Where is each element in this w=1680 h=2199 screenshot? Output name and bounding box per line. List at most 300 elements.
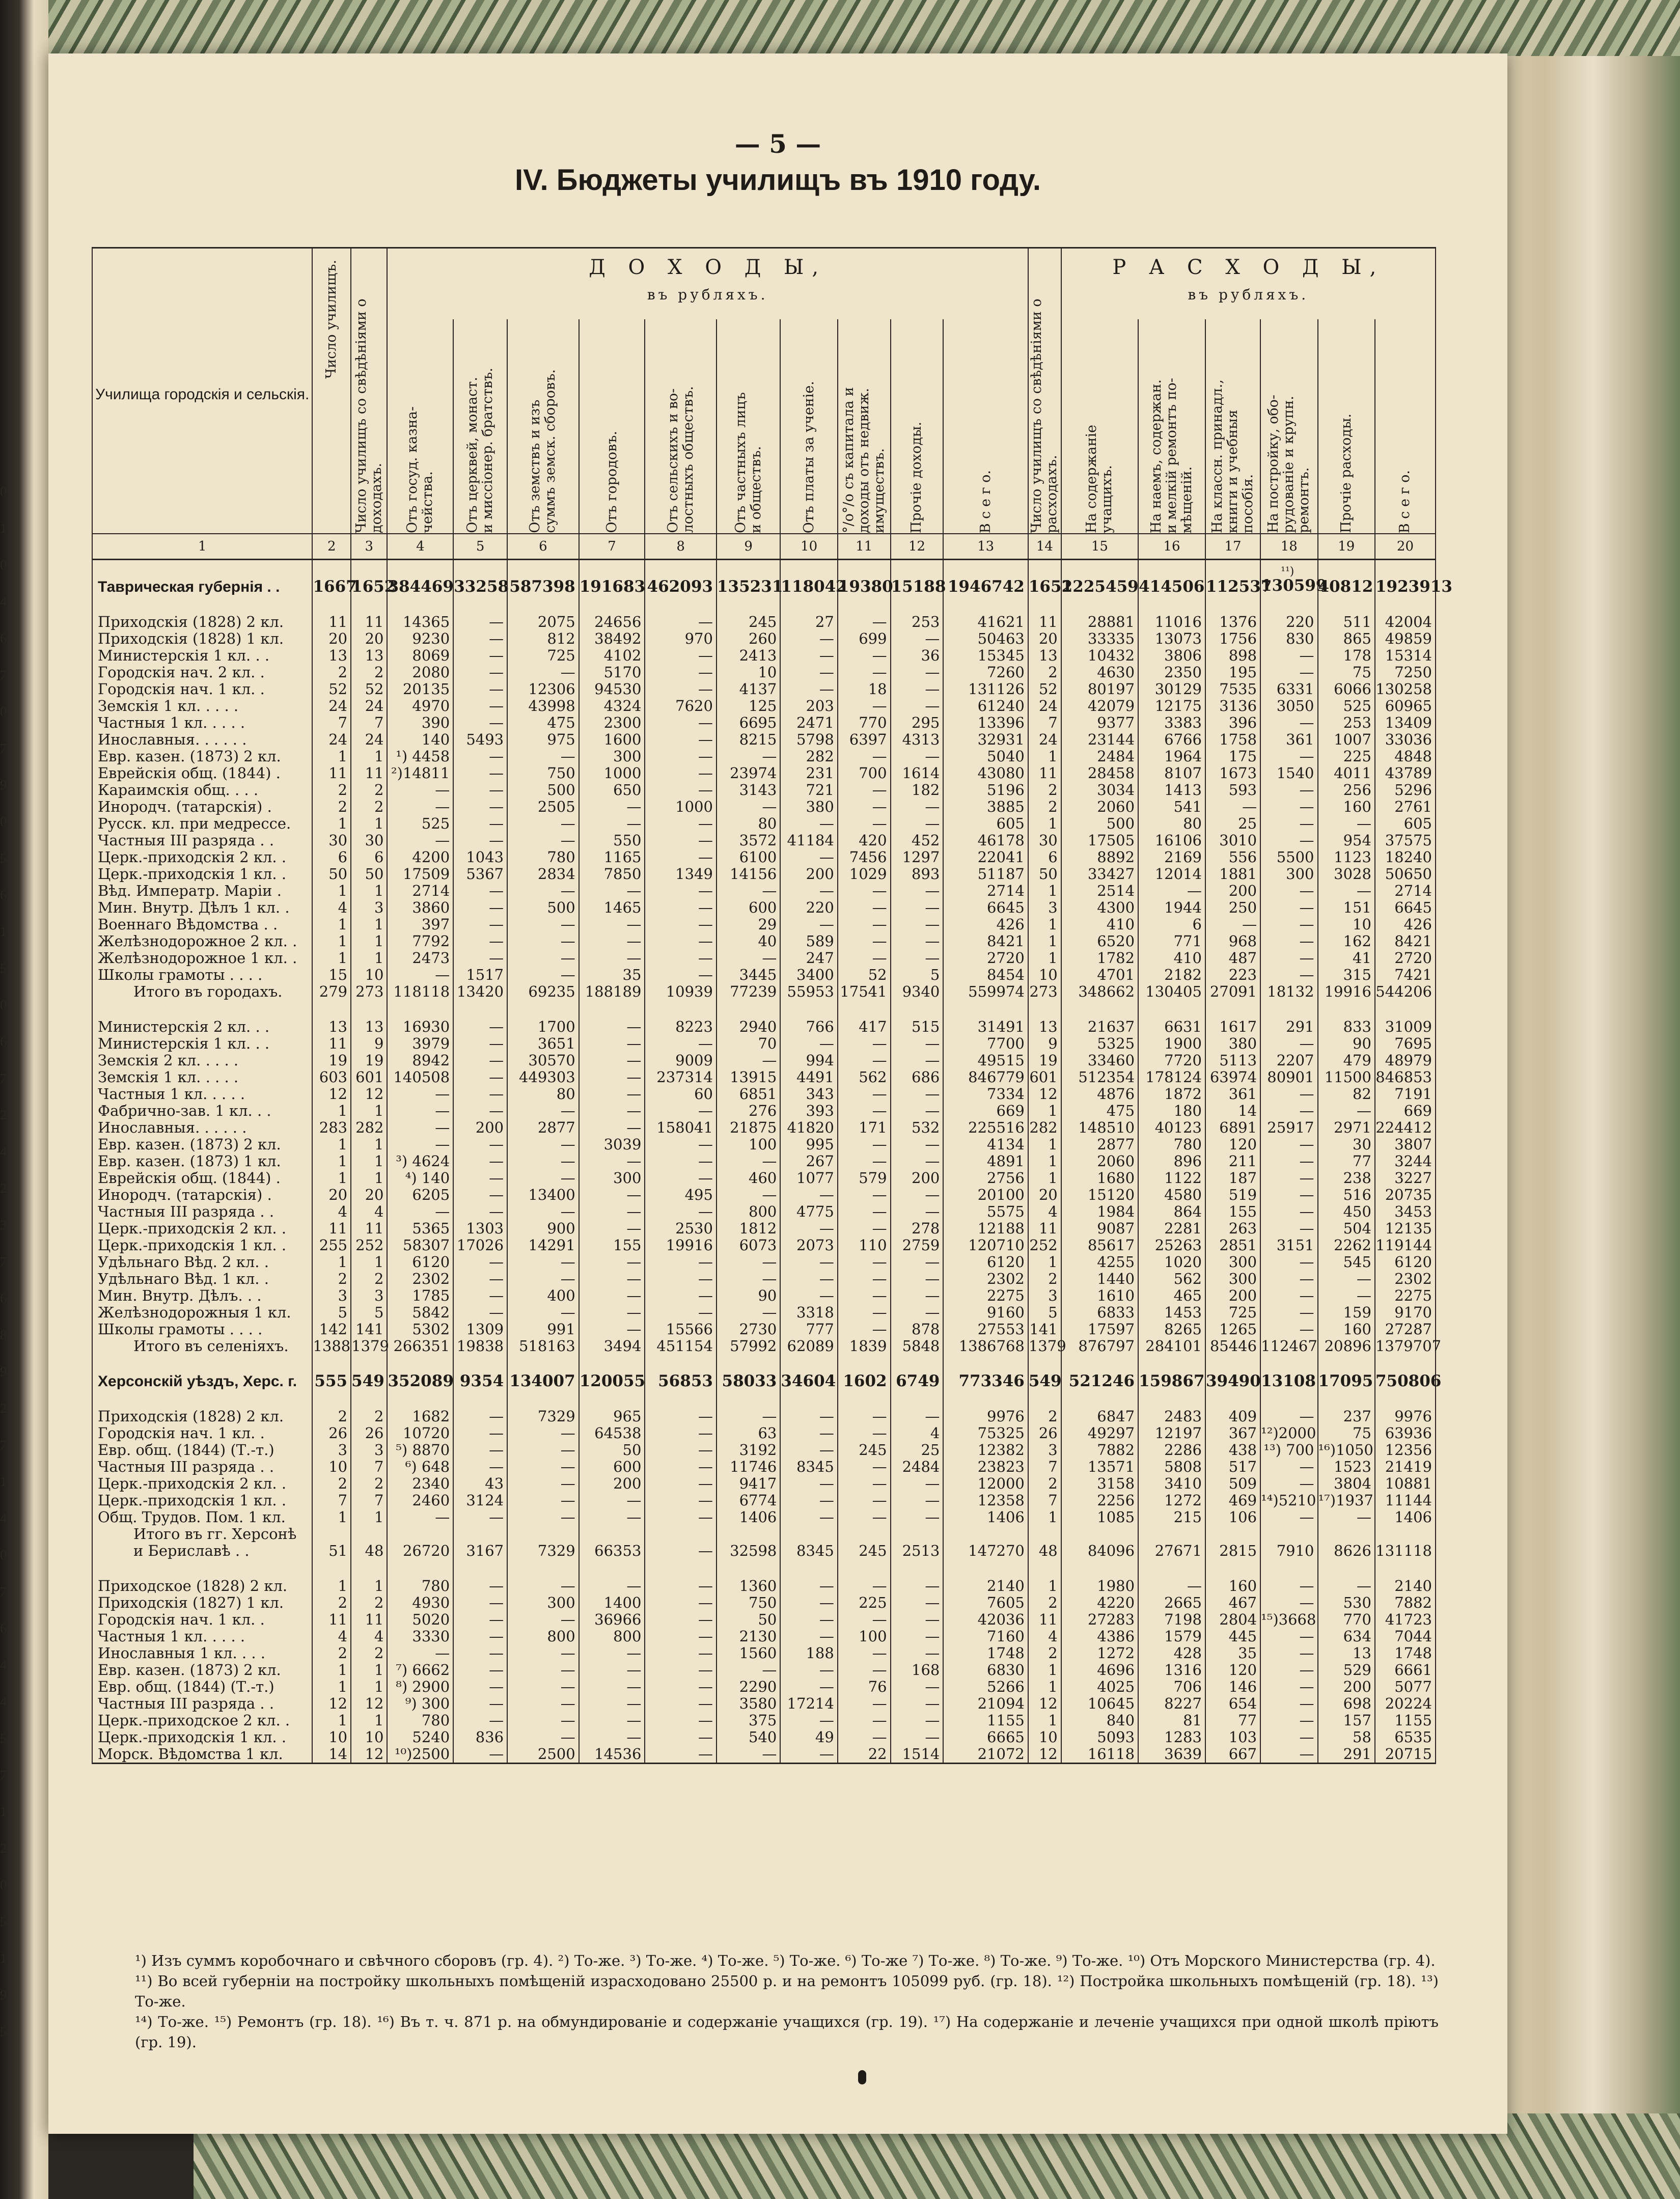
spacer-row: [92, 560, 1436, 579]
row-label: Частныя III разряда . .: [92, 1203, 312, 1220]
cell-value: 1020: [1138, 1254, 1205, 1271]
cell-value: —: [1260, 916, 1317, 933]
cell-value: 2275: [943, 1287, 1028, 1304]
cell-value: —: [579, 1019, 645, 1035]
cell-value: 155: [579, 1237, 645, 1254]
cell-value: 20: [351, 1187, 387, 1203]
cell-value: 1: [351, 883, 387, 899]
cell-value: 1077: [780, 1170, 837, 1187]
column-number: 13: [943, 534, 1028, 560]
cell-value: 4255: [1061, 1254, 1138, 1271]
cell-value: 28458: [1061, 765, 1138, 782]
cell-value: 2: [312, 1271, 351, 1287]
margin-number: 7: [0, 1584, 7, 1599]
row-label: Церк.-приходскія 1 кл. .: [92, 1729, 312, 1746]
previous-page-edge: [0, 0, 48, 2199]
cell-value: 6766: [1138, 731, 1205, 748]
cell-value: —: [645, 899, 717, 916]
spacer-cell: [387, 1355, 453, 1373]
cell-value: 516: [1318, 1187, 1375, 1203]
cell-value: 13915: [717, 1069, 780, 1086]
cell-value: 200: [780, 866, 837, 883]
cell-value: —: [838, 1035, 891, 1052]
cell-value: 475: [507, 714, 579, 731]
cell-value: 1: [1028, 1662, 1061, 1679]
cell-value: 300: [1205, 1271, 1260, 1287]
cell-value: 24656: [579, 614, 645, 630]
cell-value: —: [717, 1254, 780, 1271]
cell-value: 5: [1028, 1304, 1061, 1321]
cell-value: —: [1260, 1695, 1317, 1712]
cell-value: 3806: [1138, 647, 1205, 664]
cell-value: 220: [1260, 614, 1317, 630]
cell-value: 5040: [943, 748, 1028, 765]
spacer-cell: [387, 560, 453, 579]
cell-value: —: [891, 933, 944, 950]
cell-value: 6520: [1061, 933, 1138, 950]
cell-value: —: [1260, 1475, 1317, 1492]
cell-value: 380: [780, 799, 837, 815]
cell-value: —: [579, 1578, 645, 1595]
cell-value: —: [1260, 1628, 1317, 1645]
cell-value: 151: [1318, 899, 1375, 916]
margin-number: 0: [0, 558, 7, 572]
cell-value: 544206: [1375, 983, 1436, 1000]
cell-value: 3034: [1061, 782, 1138, 799]
cell-value: 384469: [388, 578, 454, 596]
cell-value: 4220: [1061, 1595, 1138, 1611]
spacer-cell: [1318, 560, 1375, 579]
column-number: 1: [92, 534, 312, 560]
cell-value: 12306: [507, 681, 579, 698]
spacer-cell: [1138, 560, 1205, 579]
cell-value: 42036: [943, 1611, 1028, 1628]
cell-value: 2: [312, 782, 351, 799]
cell-value: 4: [312, 1203, 351, 1220]
cell-value: 11: [351, 614, 387, 630]
cell-value: 605: [943, 815, 1028, 832]
cell-value: —: [645, 765, 717, 782]
cell-value: 5808: [1138, 1459, 1205, 1475]
spacer-cell: [943, 1559, 1028, 1578]
cell-value: 43: [453, 1475, 507, 1492]
margin-number: 7: [0, 1768, 7, 1782]
cell-value: —: [579, 1662, 645, 1679]
cell-value: 10: [351, 1729, 387, 1746]
cell-value: —: [645, 1509, 717, 1526]
cell-value: 42079: [1061, 698, 1138, 714]
footnote-line: ¹) Изъ суммъ коробочнаго и свѣчного сборовъ (гр. 4). ²) То-же. ³) То-же. ⁴) То-же. ⁵) То-же. ⁶) То-же ⁷) То-же. ⁸) То-же. ⁹) То-же. ¹⁰) Отъ Морского Министерства (гр. 4).: [135, 1952, 1436, 1969]
cell-value: 1379707: [1375, 1337, 1442, 1355]
cell-value: —: [1260, 1321, 1317, 1338]
table-row: [92, 1304, 1436, 1321]
cell-value: 12188: [943, 1220, 1028, 1237]
cell-value: 3: [1028, 1442, 1061, 1459]
spacer-row: [92, 1390, 1436, 1408]
cell-value: 555: [312, 1373, 351, 1390]
cell-value: —: [891, 681, 944, 698]
cell-value: 559974: [943, 983, 1028, 1000]
cell-value: 2: [1028, 1645, 1061, 1662]
cell-value: 5493: [453, 731, 507, 748]
cell-value: 6749: [891, 1373, 944, 1390]
cell-value: 159867: [1139, 1372, 1205, 1390]
cell-value: 14: [1205, 1103, 1260, 1119]
cell-value: 3: [351, 1287, 387, 1304]
spacer-cell: [453, 1559, 507, 1578]
cell-value: 1: [1028, 748, 1061, 765]
cell-value: 15120: [1061, 1187, 1138, 1203]
cell-value: 893: [891, 866, 944, 883]
cell-value: 780: [387, 1712, 453, 1729]
margin-number: 9: [0, 1364, 7, 1379]
cell-value: 6665: [943, 1729, 1028, 1746]
cell-value: 300: [1260, 866, 1317, 883]
cell-value: —: [838, 1509, 891, 1526]
cell-value: —: [780, 916, 837, 933]
cell-value: 9354: [453, 1373, 507, 1390]
table-row: [92, 1746, 1436, 1764]
cell-value: —: [717, 1052, 780, 1069]
cell-value: 16118: [1061, 1746, 1138, 1764]
cell-value: 426: [943, 916, 1028, 933]
cell-value: 7334: [943, 1086, 1028, 1103]
cell-value: 417: [838, 1019, 891, 1035]
cell-value: —: [838, 815, 891, 832]
spacer-cell: [1205, 1000, 1260, 1019]
cell-value: 187: [1205, 1170, 1260, 1187]
spacer-cell: [1061, 560, 1138, 579]
margin-number: 6: [0, 631, 7, 646]
row-label: Приходскія (1827) 1 кл.: [92, 1595, 312, 1611]
row-label: Евр. казен. (1873) 1 кл.: [92, 1153, 312, 1170]
margin-number: 4: [0, 1694, 7, 1709]
cell-value: 41621: [943, 614, 1028, 630]
spacer-cell: [387, 1390, 453, 1408]
cell-value: 131118: [1375, 1543, 1436, 1559]
spacer-cell: [312, 595, 351, 614]
cell-value: 15: [312, 967, 351, 983]
cell-value: 23974: [717, 765, 780, 782]
margin-number: 9: [0, 1988, 7, 2002]
cell-value: 2877: [507, 1119, 579, 1136]
spacer-cell: [1028, 1559, 1061, 1578]
cell-value: —: [507, 1459, 579, 1475]
cell-value: ⁴) 140: [387, 1170, 453, 1187]
cell-value: 94530: [579, 681, 645, 698]
cell-value: 1748: [1375, 1645, 1436, 1662]
cell-value: 7: [1028, 1492, 1061, 1509]
expense-group-header: Р А С Х О Д Ы, въ рубляхъ.: [1061, 248, 1436, 320]
cell-value: —: [579, 799, 645, 815]
cell-value: 80: [507, 1086, 579, 1103]
cell-value: 157: [1318, 1712, 1375, 1729]
cell-value: 601: [1028, 1069, 1061, 1086]
cell-value: ¹⁷)1937: [1318, 1492, 1375, 1509]
table-row: [92, 1086, 1436, 1103]
cell-value: —: [387, 967, 453, 983]
spacer-cell: [943, 1000, 1028, 1019]
cell-value: 11500: [1318, 1069, 1375, 1086]
cell-value: [1028, 1526, 1061, 1543]
cell-value: 19916: [645, 1237, 717, 1254]
cell-value: 8069: [387, 647, 453, 664]
spacer-cell: [453, 1390, 507, 1408]
cell-value: 11: [351, 765, 387, 782]
spacer-cell: [1138, 1559, 1205, 1578]
cell-value: 469: [1205, 1492, 1260, 1509]
cell-value: 7329: [507, 1543, 579, 1559]
cell-value: 1: [1028, 1103, 1061, 1119]
cell-value: 7695: [1375, 1035, 1436, 1052]
page-title: IV. Бюджеты училищъ въ 1910 году.: [515, 163, 1041, 197]
cell-value: 7: [1028, 714, 1061, 731]
cell-value: —: [579, 1304, 645, 1321]
row-label: Церк.-приходскія 1 кл. .: [92, 1492, 312, 1509]
cell-value: 106: [1205, 1509, 1260, 1526]
table-row: [92, 899, 1436, 916]
cell-value: 46178: [943, 832, 1028, 849]
spacer-cell: [1138, 595, 1205, 614]
cell-value: 33258: [454, 578, 509, 596]
table-row: [92, 832, 1436, 849]
row-label: Военнаго Вѣдомства . .: [92, 916, 312, 933]
cell-value: 125: [717, 698, 780, 714]
cell-value: 22041: [943, 849, 1028, 866]
cell-value: —: [891, 1509, 944, 1526]
cell-value: 1: [1028, 1170, 1061, 1187]
cell-value: —: [891, 899, 944, 916]
cell-value: 33036: [1375, 731, 1436, 748]
cell-value: —: [891, 883, 944, 899]
cell-value: 766: [780, 1019, 837, 1035]
cell-value: 1: [312, 1254, 351, 1271]
cell-value: 27671: [1138, 1543, 1205, 1559]
spacer-cell: [351, 1000, 387, 1019]
cell-value: 75325: [943, 1425, 1028, 1442]
cell-value: 43998: [507, 698, 579, 714]
cell-value: —: [717, 1304, 780, 1321]
column-number: 6: [507, 534, 579, 560]
cell-value: —: [453, 832, 507, 849]
spacer-cell: [1028, 1000, 1061, 1019]
column-number: 11: [838, 534, 891, 560]
cell-value: —: [507, 1442, 579, 1459]
cell-value: 10432: [1061, 647, 1138, 664]
spacer-cell: [351, 1559, 387, 1578]
cell-value: 7456: [838, 849, 891, 866]
spacer-cell: [943, 1390, 1028, 1408]
cell-value: 8345: [780, 1459, 837, 1475]
total-row: [92, 1338, 1436, 1355]
cell-value: 589: [780, 933, 837, 950]
cell-value: 669: [1375, 1103, 1436, 1119]
cell-value: —: [645, 1304, 717, 1321]
cell-value: 291: [1318, 1746, 1375, 1764]
cell-value: —: [579, 1645, 645, 1662]
cell-value: 6695: [717, 714, 780, 731]
margin-number: 0: [0, 998, 7, 1012]
cell-value: 1: [1028, 1136, 1061, 1153]
cell-value: 587398: [507, 579, 579, 595]
cell-value: 4775: [780, 1203, 837, 1220]
cell-value: 1923913: [1375, 578, 1452, 596]
cell-value: —: [838, 647, 891, 664]
cell-value: 800: [579, 1628, 645, 1645]
cell-value: 1614: [891, 765, 944, 782]
row-label: Министерскія 2 кл. . .: [92, 1019, 312, 1035]
cell-value: 438: [1205, 1442, 1260, 1459]
cell-value: 1900: [1138, 1035, 1205, 1052]
cell-value: 40: [717, 933, 780, 950]
cell-value: ¹⁰)2500: [387, 1746, 453, 1764]
cell-value: 9: [1028, 1035, 1061, 1052]
cell-value: 18132: [1260, 983, 1317, 1000]
margin-number: 2: [0, 1108, 7, 1122]
cell-value: 352089: [388, 1372, 454, 1390]
row-label: Министерскія 1 кл. . .: [92, 1035, 312, 1052]
cell-value: —: [891, 1628, 944, 1645]
spacer-cell: [1061, 1355, 1138, 1373]
cell-value: 51187: [943, 866, 1028, 883]
row-label: Инородч. (татарскія) .: [92, 1187, 312, 1203]
cell-value: 283: [312, 1119, 351, 1136]
cell-value: —: [387, 1509, 453, 1526]
cell-value: 2: [312, 1645, 351, 1662]
cell-value: 2484: [891, 1459, 944, 1475]
cell-value: —: [891, 1203, 944, 1220]
cell-value: —: [838, 1321, 891, 1338]
cell-value: 556: [1205, 849, 1260, 866]
cell-value: 2: [351, 1595, 387, 1611]
cell-value: 32598: [717, 1543, 780, 1559]
spacer-cell: [453, 1355, 507, 1373]
cell-value: —: [1138, 883, 1205, 899]
cell-value: 5848: [891, 1338, 944, 1355]
spacer-cell: [1205, 560, 1260, 579]
cell-value: —: [579, 1679, 645, 1695]
cell-value: —: [780, 1662, 837, 1679]
cell-value: 147270: [943, 1543, 1028, 1559]
cell-value: —: [891, 1408, 944, 1425]
table-row: [92, 1052, 1436, 1069]
cell-value: 5325: [1061, 1035, 1138, 1052]
cell-value: 20715: [1375, 1746, 1436, 1764]
cell-value: 2730: [717, 1321, 780, 1338]
spacer-cell: [1375, 1355, 1436, 1373]
cell-value: 178124: [1138, 1069, 1205, 1086]
cell-value: —: [453, 1304, 507, 1321]
cell-value: —: [780, 1271, 837, 1287]
cell-value: 6120: [387, 1254, 453, 1271]
cell-value: 130258: [1375, 681, 1436, 698]
total-row: [92, 983, 1436, 1000]
cell-value: 11: [312, 1220, 351, 1237]
cell-value: 1946742: [943, 579, 1028, 595]
row-label: Приходское (1828) 2 кл.: [92, 1578, 312, 1595]
cell-value: 1: [312, 1103, 351, 1119]
cell-value: 1265: [1205, 1321, 1260, 1338]
cell-value: 2460: [387, 1492, 453, 1509]
cell-value: 237314: [645, 1069, 717, 1086]
margin-number: 0: [0, 704, 7, 719]
cell-value: 63936: [1375, 1425, 1436, 1442]
cell-value: —: [780, 1712, 837, 1729]
cell-value: 295: [891, 714, 944, 731]
column-header: Число училищъ.: [312, 248, 351, 534]
cell-value: 4930: [387, 1595, 453, 1611]
cell-value: 188: [780, 1645, 837, 1662]
cell-value: 2: [312, 664, 351, 681]
cell-value: —: [838, 1052, 891, 1069]
spacer-cell: [579, 595, 645, 614]
cell-value: —: [579, 1103, 645, 1119]
cell-value: 16930: [387, 1019, 453, 1035]
cell-value: 4580: [1138, 1187, 1205, 1203]
cell-value: —: [507, 1136, 579, 1153]
margin-numbers: [0, 474, 15, 2050]
cell-value: 846853: [1375, 1069, 1436, 1086]
cell-value: 3410: [1138, 1475, 1205, 1492]
cell-value: —: [1260, 1408, 1317, 1425]
cell-value: 460: [717, 1170, 780, 1187]
cell-value: 1782: [1061, 950, 1138, 967]
spacer-cell: [645, 1000, 717, 1019]
cell-value: 10720: [387, 1425, 453, 1442]
cell-value: 20896: [1318, 1338, 1375, 1355]
cell-value: 14365: [387, 614, 453, 630]
cell-value: 14536: [579, 1746, 645, 1764]
spacer-cell: [838, 595, 891, 614]
cell-value: —: [1260, 1595, 1317, 1611]
cell-value: 80901: [1260, 1069, 1317, 1086]
spacer-cell: [717, 1559, 780, 1578]
cell-value: —: [579, 950, 645, 967]
spacer-cell: [891, 560, 944, 579]
cell-value: 896: [1138, 1153, 1205, 1170]
cell-value: 4: [312, 899, 351, 916]
cell-value: 30: [1318, 1136, 1375, 1153]
cell-value: 1: [1028, 916, 1061, 933]
cell-value: 52: [351, 681, 387, 698]
row-label: Общ. Трудов. Пом. 1 кл.: [92, 1509, 312, 1526]
cell-value: —: [1318, 1578, 1375, 1595]
cell-value: —: [717, 950, 780, 967]
cell-value: 50: [717, 1611, 780, 1628]
cell-value: 1812: [717, 1220, 780, 1237]
cell-value: —: [645, 731, 717, 748]
cell-value: —: [453, 1611, 507, 1628]
cell-value: 2302: [943, 1271, 1028, 1287]
cell-value: 12175: [1138, 698, 1205, 714]
cell-value: 3885: [943, 799, 1028, 815]
cell-value: 30570: [507, 1052, 579, 1069]
cell-value: 77: [1205, 1712, 1260, 1729]
cell-value: —: [645, 1425, 717, 1442]
cell-value: —: [838, 664, 891, 681]
cell-value: 13108: [1260, 1373, 1317, 1390]
cell-value: 17095: [1318, 1373, 1375, 1390]
cell-value: —: [579, 1052, 645, 1069]
cell-value: —: [453, 1679, 507, 1695]
cell-value: —: [507, 1304, 579, 1321]
cell-value: 2513: [891, 1543, 944, 1559]
row-label: Желѣзнодорожное 2 кл. .: [92, 933, 312, 950]
cell-value: 2130: [717, 1628, 780, 1645]
cell-value: 26: [312, 1425, 351, 1442]
cell-value: 6631: [1138, 1019, 1205, 1035]
cell-value: 4876: [1061, 1086, 1138, 1103]
